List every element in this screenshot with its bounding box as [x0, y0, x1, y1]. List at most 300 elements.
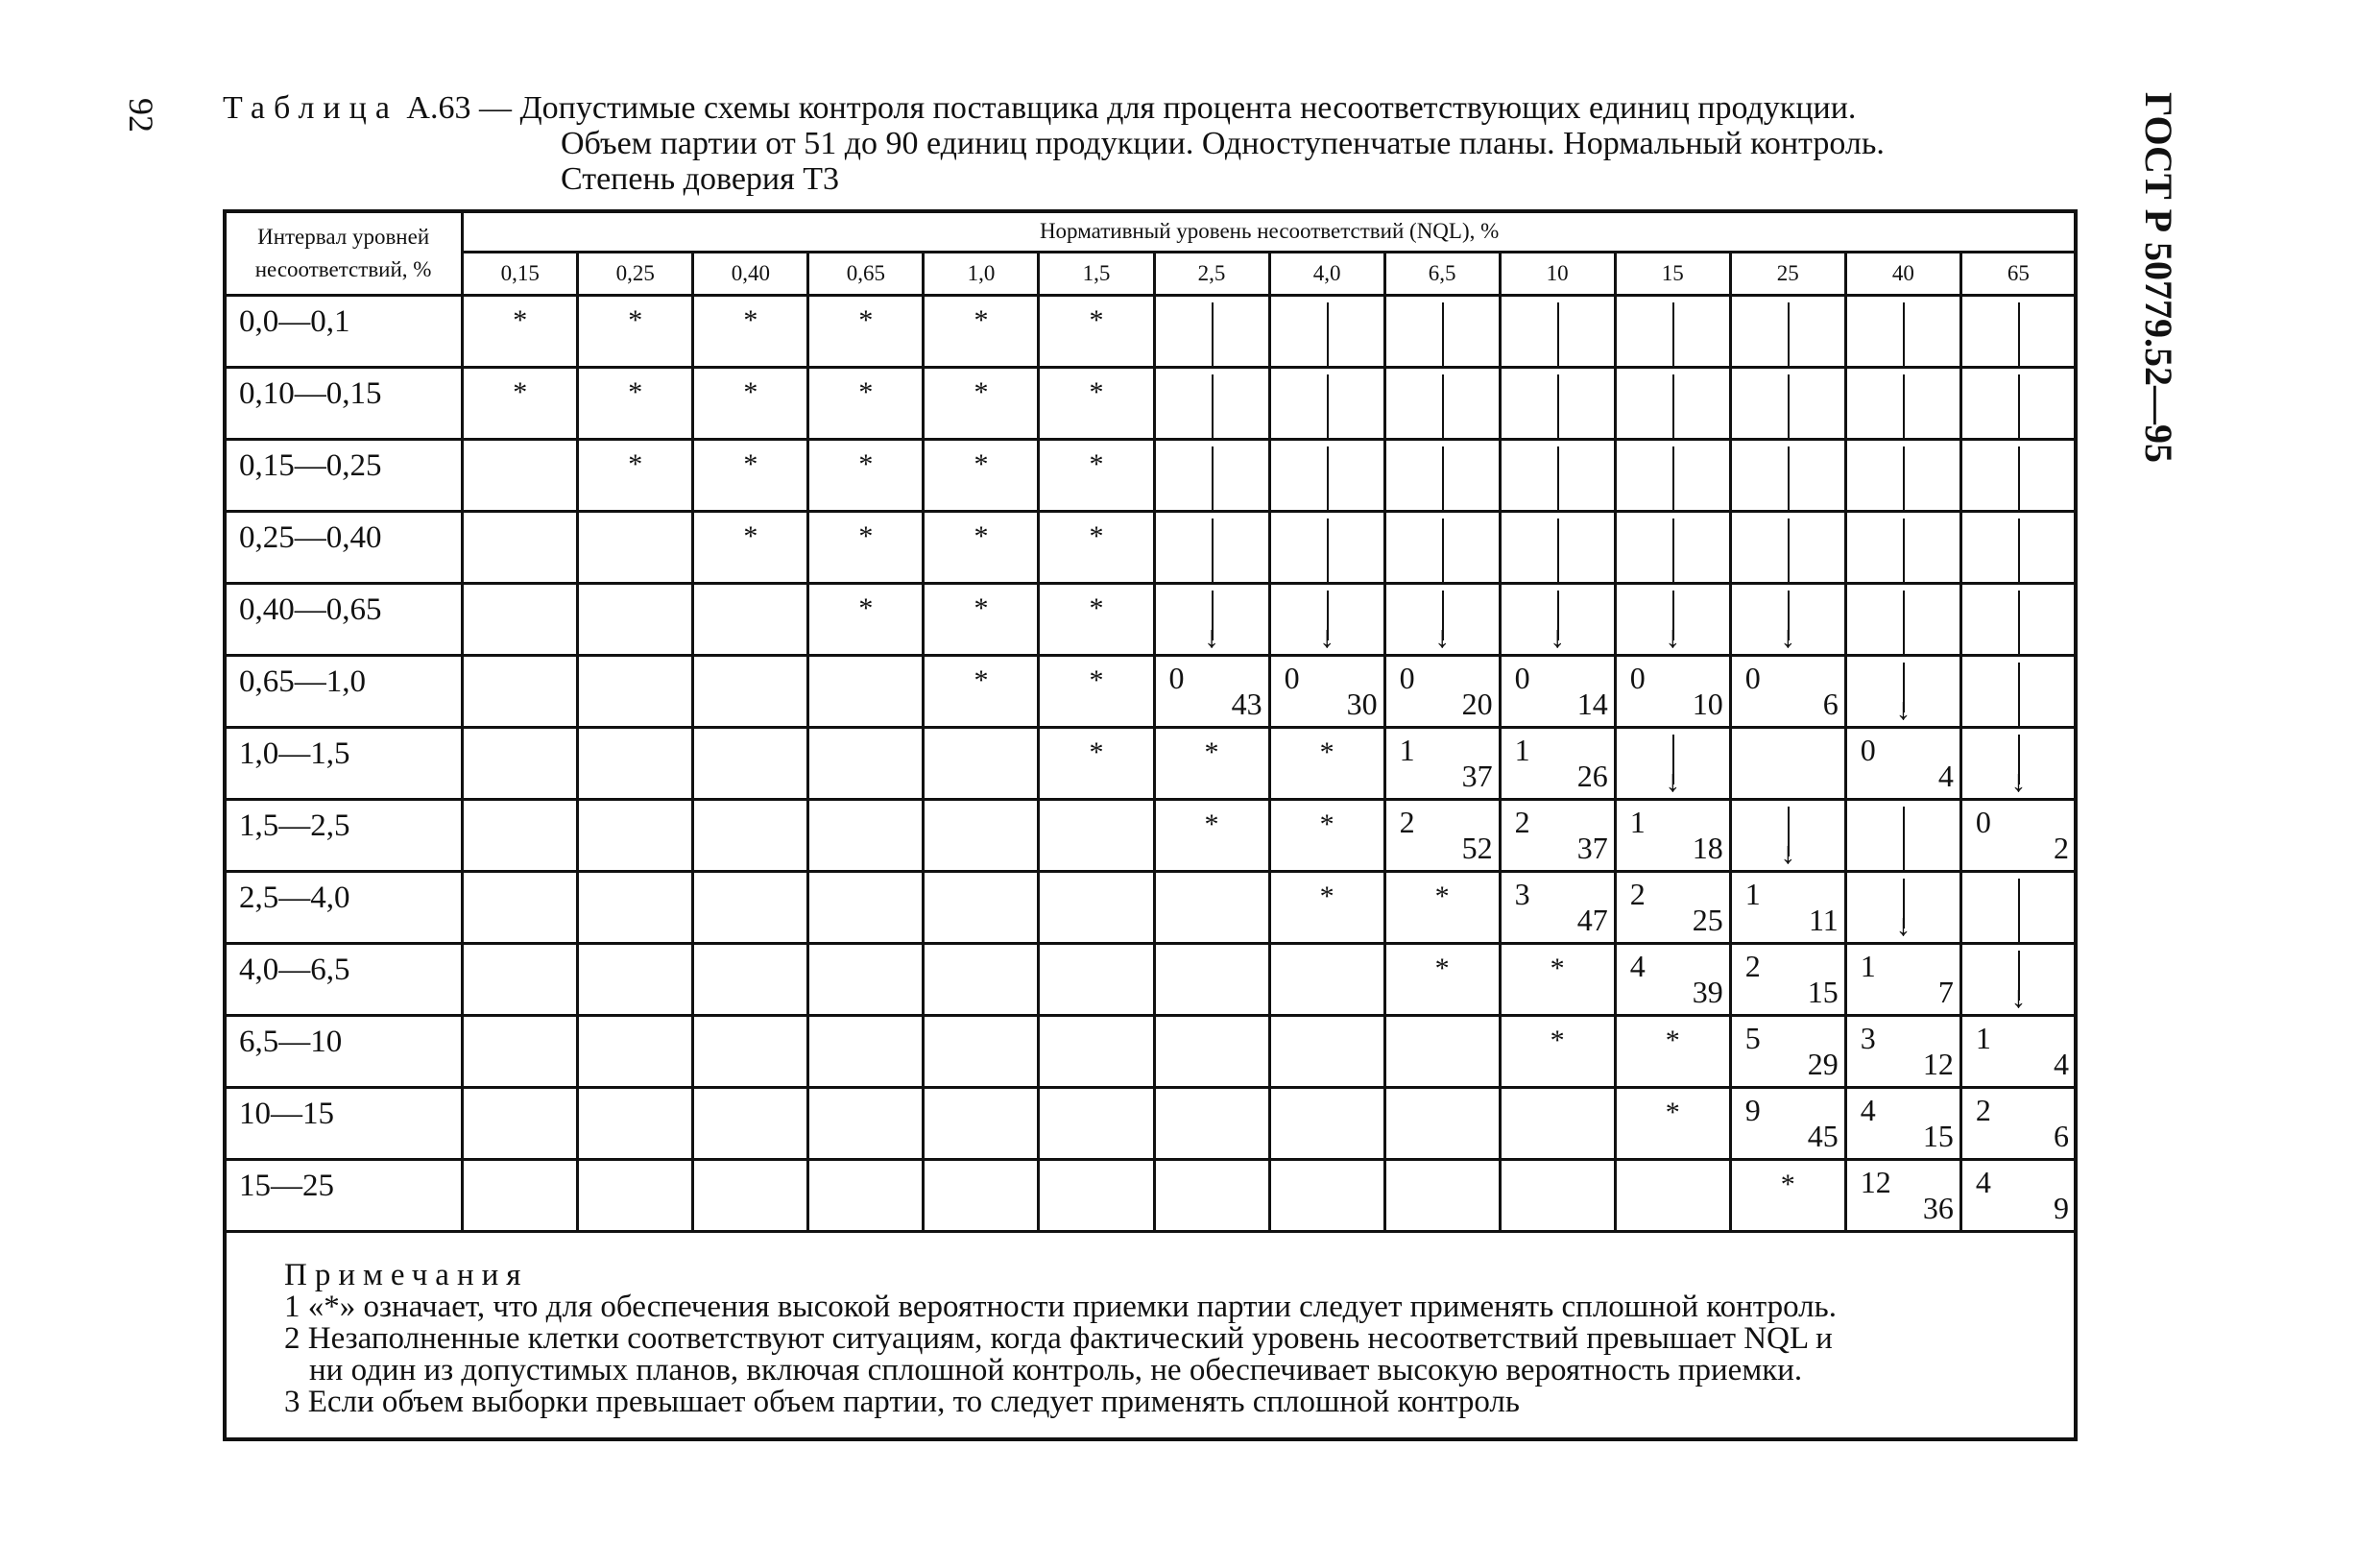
- plan-cell: [1384, 512, 1500, 584]
- full-inspection-mark: *: [974, 664, 989, 696]
- full-inspection-mark: *: [1089, 592, 1104, 624]
- notes-title: Примечания: [284, 1258, 529, 1292]
- nql-column-header: 0,15: [463, 253, 578, 296]
- full-inspection-mark: *: [513, 376, 528, 408]
- acceptance-number: 4: [1860, 1093, 1876, 1127]
- full-inspection-mark: *: [1780, 1169, 1795, 1200]
- plan-cell: [1154, 728, 1269, 800]
- full-inspection-mark: *: [974, 448, 989, 480]
- arrow-down-icon: ↓: [1204, 619, 1220, 654]
- arrow-down-icon: ↓: [1780, 835, 1796, 870]
- table-row: [225, 872, 2077, 944]
- acceptance-number: 0: [1168, 661, 1185, 695]
- plan-cell: [1845, 656, 1960, 728]
- plan-cell: [808, 368, 924, 440]
- plan-cell: [578, 656, 693, 728]
- arrow-line: [2018, 374, 2020, 438]
- arrow-line: [2018, 591, 2020, 654]
- interval-label: 0,40—0,65: [239, 592, 382, 627]
- plan-cell: [1845, 296, 1960, 368]
- plan-cell: [693, 872, 808, 944]
- plan-cell: [1730, 296, 1845, 368]
- acceptance-number: 0: [1744, 661, 1761, 695]
- plan-cell: [578, 296, 693, 368]
- interval-label-cell: [225, 1088, 463, 1160]
- plan-cell: [1039, 1016, 1154, 1088]
- full-inspection-mark: *: [1089, 376, 1104, 408]
- acceptance-number: 0: [1860, 733, 1876, 767]
- note-2: 2 Незаполненные клетки соответствуют ситуациям, когда фактический уровень несоответствий превышает NQL и: [284, 1321, 1833, 1356]
- acceptance-number: 5: [1744, 1021, 1761, 1055]
- interval-label: 0,25—0,40: [239, 520, 382, 555]
- sample-size: 52: [1461, 831, 1493, 865]
- interval-label-cell: [225, 800, 463, 872]
- sample-size: 7: [1937, 975, 1954, 1009]
- plan-cell: [1269, 800, 1384, 872]
- full-inspection-mark: *: [1089, 520, 1104, 552]
- full-inspection-mark: *: [1089, 304, 1104, 336]
- notes: [284, 1260, 2060, 1418]
- plan-cell: [693, 440, 808, 512]
- plan-cell: [1039, 728, 1154, 800]
- plan-cell: [808, 656, 924, 728]
- interval-label-cell: [225, 1016, 463, 1088]
- plan-cell: [1384, 800, 1500, 872]
- plan-cell: [463, 440, 578, 512]
- plan-cell: [1730, 872, 1845, 944]
- plan-cell: [1269, 872, 1384, 944]
- acceptance-number: 1: [1399, 733, 1415, 767]
- plan-cell: [1960, 944, 2076, 1016]
- acceptance-number: 1: [1744, 877, 1761, 911]
- plan-cell: [1039, 512, 1154, 584]
- plan-cell: [1730, 368, 1845, 440]
- acceptance-number: 0: [1629, 661, 1646, 695]
- plan-cell: [693, 800, 808, 872]
- interval-label-cell: [225, 296, 463, 368]
- plan-cell: [1615, 296, 1730, 368]
- arrow-line: [1557, 446, 1559, 510]
- arrow-line: [1442, 302, 1444, 366]
- plan-cell: [924, 1016, 1039, 1088]
- sample-size: 18: [1692, 831, 1723, 865]
- plan-cell: [463, 800, 578, 872]
- plan-cell: [1154, 584, 1269, 656]
- nql-header: Нормативный уровень несоответствий (NQL), %: [463, 211, 2077, 253]
- caption-prefix: Таблица: [223, 90, 398, 126]
- full-inspection-mark: *: [1204, 736, 1219, 768]
- sample-size: 26: [1576, 759, 1608, 793]
- arrow-line: [1327, 374, 1329, 438]
- plan-cell: [1269, 296, 1384, 368]
- plan-cell: [924, 512, 1039, 584]
- plan-cell: [578, 1088, 693, 1160]
- full-inspection-mark: *: [974, 304, 989, 336]
- plan-cell: [1960, 584, 2076, 656]
- nql-column-header: 15: [1615, 253, 1730, 296]
- interval-label-cell: [225, 584, 463, 656]
- nql-column-header: 0,25: [578, 253, 693, 296]
- plan-cell: [1615, 1160, 1730, 1232]
- plan-cell: [693, 1016, 808, 1088]
- interval-label: 1,5—2,5: [239, 808, 350, 843]
- full-inspection-mark: *: [1434, 880, 1450, 912]
- plan-cell: [808, 296, 924, 368]
- sampling-plan-table: [223, 209, 2078, 1233]
- plan-cell: [693, 296, 808, 368]
- arrow-down-icon: ↓: [1434, 619, 1451, 654]
- acceptance-number: 0: [1975, 805, 1991, 839]
- plan-cell: [1039, 656, 1154, 728]
- acceptance-number: 0: [1284, 661, 1300, 695]
- plan-cell: [1154, 512, 1269, 584]
- plan-cell: [1154, 440, 1269, 512]
- sample-size: 15: [1922, 1119, 1954, 1153]
- plan-cell: [1039, 440, 1154, 512]
- plan-cell: [1960, 440, 2076, 512]
- plan-cell: [1615, 656, 1730, 728]
- sample-size: 6: [1822, 687, 1839, 721]
- interval-label-cell: [225, 872, 463, 944]
- plan-cell: [463, 296, 578, 368]
- interval-label-cell: [225, 512, 463, 584]
- arrow-line: [1212, 446, 1214, 510]
- plan-cell: [1269, 944, 1384, 1016]
- plan-cell: [924, 656, 1039, 728]
- plan-cell: [463, 1016, 578, 1088]
- plan-cell: [1154, 1160, 1269, 1232]
- plan-cell: [1615, 728, 1730, 800]
- full-inspection-mark: *: [858, 376, 874, 408]
- plan-cell: [924, 368, 1039, 440]
- arrow-line: [1327, 446, 1329, 510]
- arrow-line: [2018, 663, 2020, 726]
- full-inspection-mark: *: [974, 592, 989, 624]
- arrow-line: [1903, 446, 1905, 510]
- plan-cell: [463, 1160, 578, 1232]
- plan-cell: [1039, 296, 1154, 368]
- interval-label: 6,5—10: [239, 1025, 343, 1059]
- plan-cell: [693, 584, 808, 656]
- plan-cell: [924, 584, 1039, 656]
- full-inspection-mark: *: [1089, 664, 1104, 696]
- plan-cell: [1154, 296, 1269, 368]
- table-row: [225, 1088, 2077, 1160]
- sample-size: 39: [1692, 975, 1723, 1009]
- plan-cell: [1615, 1088, 1730, 1160]
- plan-cell: [1154, 800, 1269, 872]
- interval-label: 4,0—6,5: [239, 953, 350, 987]
- nql-column-header: 1,0: [924, 253, 1039, 296]
- plan-cell: [1615, 368, 1730, 440]
- table-row: [225, 944, 2077, 1016]
- plan-cell: [1615, 584, 1730, 656]
- plan-cell: [1269, 1160, 1384, 1232]
- plan-cell: [1845, 368, 1960, 440]
- acceptance-number: 4: [1629, 949, 1646, 983]
- plan-cell: [808, 728, 924, 800]
- arrow-down-icon: ↓: [1319, 619, 1335, 654]
- nql-column-header: 40: [1845, 253, 1960, 296]
- interval-label-cell: [225, 728, 463, 800]
- full-inspection-mark: *: [1550, 953, 1565, 984]
- plan-cell: [924, 800, 1039, 872]
- sample-size: 29: [1807, 1047, 1839, 1081]
- plan-cell: [1154, 944, 1269, 1016]
- nql-column-header: 25: [1730, 253, 1845, 296]
- plan-cell: [1615, 1016, 1730, 1088]
- arrow-down-icon: ↓: [1550, 619, 1566, 654]
- plan-cell: [1730, 800, 1845, 872]
- sample-size: 43: [1231, 687, 1262, 721]
- plan-cell: [1384, 1160, 1500, 1232]
- plan-cell: [924, 944, 1039, 1016]
- plan-cell: [578, 1160, 693, 1232]
- plan-cell: [808, 584, 924, 656]
- full-inspection-mark: *: [743, 304, 758, 336]
- plan-cell: [808, 1016, 924, 1088]
- acceptance-number: 1: [1975, 1021, 1991, 1055]
- plan-cell: [1269, 1016, 1384, 1088]
- sample-size: 25: [1692, 903, 1723, 937]
- nql-column-header: 4,0: [1269, 253, 1384, 296]
- plan-cell: [693, 656, 808, 728]
- sample-size: 37: [1576, 831, 1608, 865]
- plan-cell: [1384, 872, 1500, 944]
- sample-size: 11: [1808, 903, 1839, 937]
- plan-cell: [1730, 656, 1845, 728]
- plan-cell: [1039, 800, 1154, 872]
- table-row: [225, 368, 2077, 440]
- plan-cell: [1730, 944, 1845, 1016]
- arrow-line: [1788, 302, 1790, 366]
- note-2-continued: ни один из допустимых планов, включая сплошной контроль, не обеспечивает высокую вероятность приемки.: [309, 1353, 1803, 1387]
- plan-cell: [1960, 368, 2076, 440]
- nql-column-header: 0,65: [808, 253, 924, 296]
- plan-cell: [1500, 944, 1615, 1016]
- arrow-line: [1672, 519, 1674, 582]
- full-inspection-mark: *: [858, 304, 874, 336]
- table-row: [225, 440, 2077, 512]
- acceptance-number: 2: [1399, 805, 1415, 839]
- sample-size: 45: [1807, 1119, 1839, 1153]
- sample-size: 37: [1461, 759, 1493, 793]
- plan-cell: [1500, 800, 1615, 872]
- full-inspection-mark: *: [628, 448, 643, 480]
- arrow-line: [1788, 519, 1790, 582]
- plan-cell: [808, 1160, 924, 1232]
- plan-cell: [578, 728, 693, 800]
- plan-cell: [1730, 1016, 1845, 1088]
- plan-cell: [924, 728, 1039, 800]
- plan-cell: [1039, 1088, 1154, 1160]
- acceptance-number: 1: [1514, 733, 1530, 767]
- plan-cell: [1730, 512, 1845, 584]
- acceptance-number: 2: [1629, 877, 1646, 911]
- full-inspection-mark: *: [628, 376, 643, 408]
- arrow-line: [1672, 446, 1674, 510]
- plan-cell: [1500, 1088, 1615, 1160]
- full-inspection-mark: *: [858, 448, 874, 480]
- full-inspection-mark: *: [858, 520, 874, 552]
- plan-cell: [578, 440, 693, 512]
- plan-cell: [463, 872, 578, 944]
- plan-cell: [1384, 728, 1500, 800]
- full-inspection-mark: *: [1434, 953, 1450, 984]
- interval-label: 15—25: [239, 1169, 334, 1203]
- full-inspection-mark: *: [743, 520, 758, 552]
- arrow-down-icon: ↓: [1895, 907, 1911, 942]
- plan-cell: [578, 512, 693, 584]
- plan-cell: [1039, 1160, 1154, 1232]
- arrow-line: [1212, 302, 1214, 366]
- interval-label-cell: [225, 944, 463, 1016]
- plan-cell: [1269, 584, 1384, 656]
- arrow-line: [1557, 519, 1559, 582]
- arrow-line: [2018, 446, 2020, 510]
- plan-cell: [924, 1160, 1039, 1232]
- arrow-down-icon: ↓: [1895, 691, 1911, 726]
- arrow-line: [2018, 519, 2020, 582]
- sample-size: 4: [2054, 1047, 2069, 1081]
- interval-header: Интервал уровней несоответствий, %: [225, 211, 463, 296]
- interval-label: 0,15—0,25: [239, 448, 382, 483]
- acceptance-number: 3: [1514, 877, 1530, 911]
- table-row: [225, 512, 2077, 584]
- sample-size: 6: [2054, 1119, 2069, 1153]
- full-inspection-mark: *: [974, 520, 989, 552]
- plan-cell: [924, 296, 1039, 368]
- table-row: [225, 584, 2077, 656]
- full-inspection-mark: *: [858, 592, 874, 624]
- plan-cell: [693, 512, 808, 584]
- arrow-line: [1212, 374, 1214, 438]
- full-inspection-mark: *: [1319, 880, 1334, 912]
- arrow-line: [1672, 302, 1674, 366]
- arrow-down-icon: ↓: [1665, 619, 1681, 654]
- table-row: [225, 1016, 2077, 1088]
- full-inspection-mark: *: [1550, 1025, 1565, 1056]
- plan-cell: [1269, 368, 1384, 440]
- plan-cell: [463, 512, 578, 584]
- sample-size: 2: [2054, 831, 2069, 865]
- plan-cell: [1845, 728, 1960, 800]
- arrow-line: [2018, 879, 2020, 942]
- table-caption: [223, 90, 2066, 197]
- plan-cell: [1845, 800, 1960, 872]
- plan-cell: [1845, 584, 1960, 656]
- full-inspection-mark: *: [513, 304, 528, 336]
- nql-column-header: 2,5: [1154, 253, 1269, 296]
- caption-line3: Степень доверия Т3: [561, 161, 840, 197]
- arrow-line: [1903, 302, 1905, 366]
- plan-cell: [1845, 1088, 1960, 1160]
- plan-cell: [1615, 944, 1730, 1016]
- sample-size: 30: [1346, 687, 1378, 721]
- nql-column-header: 6,5: [1384, 253, 1500, 296]
- acceptance-number: 4: [1975, 1165, 1991, 1199]
- full-inspection-mark: *: [743, 376, 758, 408]
- plan-cell: [924, 872, 1039, 944]
- plan-cell: [808, 512, 924, 584]
- full-inspection-mark: *: [743, 448, 758, 480]
- plan-cell: [1615, 872, 1730, 944]
- plan-cell: [1154, 368, 1269, 440]
- plan-cell: [1039, 584, 1154, 656]
- note-3: 3 Если объем выборки превышает объем партии, то следует применять сплошной контроль: [284, 1385, 1520, 1419]
- plan-cell: [808, 440, 924, 512]
- nql-column-header: 1,5: [1039, 253, 1154, 296]
- note-1: 1 «*» означает, что для обеспечения высокой вероятности приемки партии следует применять сплошной контроль.: [284, 1290, 1837, 1324]
- table-row: [225, 656, 2077, 728]
- nql-column-header: 10: [1500, 253, 1615, 296]
- plan-cell: [693, 728, 808, 800]
- plan-cell: [1845, 1016, 1960, 1088]
- plan-cell: [1039, 872, 1154, 944]
- plan-cell: [1730, 1088, 1845, 1160]
- plan-cell: [1500, 728, 1615, 800]
- plan-cell: [1615, 512, 1730, 584]
- plan-cell: [1384, 368, 1500, 440]
- arrow-line: [2018, 302, 2020, 366]
- plan-cell: [924, 1088, 1039, 1160]
- arrow-line: [1442, 519, 1444, 582]
- plan-cell: [578, 800, 693, 872]
- plan-cell: [1500, 368, 1615, 440]
- plan-cell: [1730, 1160, 1845, 1232]
- plan-cell: [1730, 440, 1845, 512]
- acceptance-number: 9: [1744, 1093, 1761, 1127]
- caption-line2: Объем партии от 51 до 90 единиц продукции. Одноступенчатые планы. Нормальный контроль.: [561, 126, 1885, 161]
- full-inspection-mark: *: [1665, 1097, 1680, 1128]
- nql-column-header: 65: [1960, 253, 2076, 296]
- table-row: [225, 1160, 2077, 1232]
- plan-cell: [1269, 440, 1384, 512]
- sample-size: 12: [1922, 1047, 1954, 1081]
- table-row: [225, 728, 2077, 800]
- plan-cell: [463, 1088, 578, 1160]
- arrow-down-icon: ↓: [1665, 763, 1681, 798]
- plan-cell: [578, 872, 693, 944]
- plan-cell: [1500, 1160, 1615, 1232]
- arrow-line: [1557, 374, 1559, 438]
- interval-label: 0,10—0,15: [239, 376, 382, 411]
- caption-line1: А.63 — Допустимые схемы контроля поставщика для процента несоответствующих единиц продукции.: [406, 90, 1857, 126]
- acceptance-number: 1: [1860, 949, 1876, 983]
- plan-cell: [1500, 296, 1615, 368]
- interval-label: 1,0—1,5: [239, 736, 350, 771]
- plan-cell: [808, 800, 924, 872]
- sample-size: 15: [1807, 975, 1839, 1009]
- plan-cell: [1384, 1016, 1500, 1088]
- full-inspection-mark: *: [628, 304, 643, 336]
- plan-cell: [693, 368, 808, 440]
- plan-cell: [693, 1160, 808, 1232]
- plan-cell: [1730, 584, 1845, 656]
- sample-size: 14: [1576, 687, 1608, 721]
- plan-cell: [463, 656, 578, 728]
- plan-cell: [463, 368, 578, 440]
- plan-cell: [1384, 656, 1500, 728]
- acceptance-number: 1: [1629, 805, 1646, 839]
- plan-cell: [1960, 872, 2076, 944]
- plan-cell: [463, 584, 578, 656]
- arrow-down-icon: ↓: [1780, 619, 1796, 654]
- plan-cell: [1960, 800, 2076, 872]
- nql-column-header: 0,40: [693, 253, 808, 296]
- plan-cell: [463, 944, 578, 1016]
- document-code: ГОСТ Р 50779.52—95: [2137, 92, 2180, 464]
